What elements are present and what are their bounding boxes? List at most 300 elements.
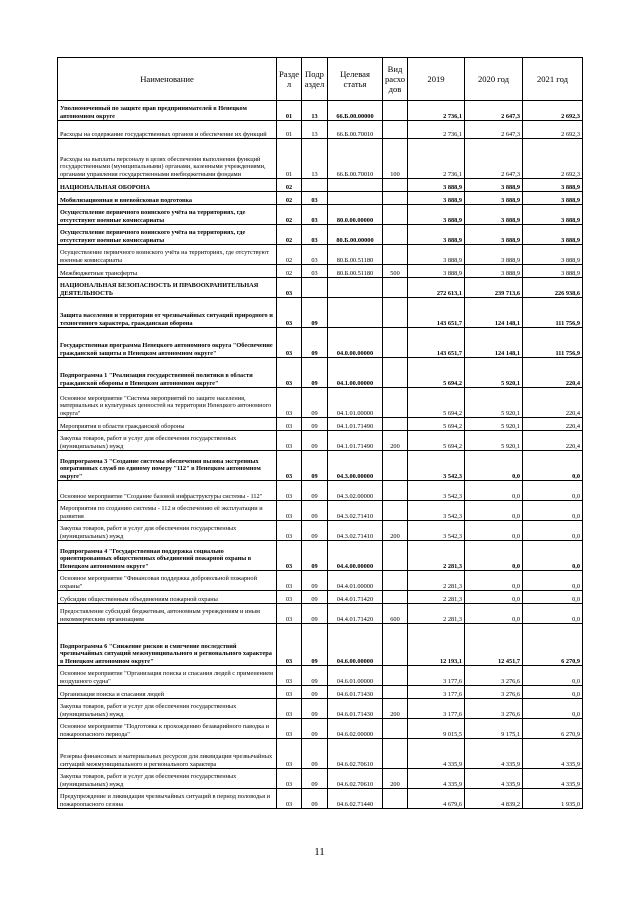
cell-2019: 4 679,6: [408, 789, 465, 809]
cell-expense-type: [383, 205, 408, 225]
cell-2021: 0,0: [523, 541, 583, 571]
cell-2021: 0,0: [523, 501, 583, 521]
cell-expense-type: 500: [383, 265, 408, 278]
cell-razdel: 03: [277, 591, 302, 604]
cell-podrazdel: 09: [302, 418, 328, 431]
cell-expense-type: [383, 245, 408, 265]
cell-2019: 3 542,3: [408, 501, 465, 521]
table-row: [58, 739, 583, 769]
table-row: [58, 501, 583, 521]
cell-razdel: 03: [277, 501, 302, 521]
cell-target: 04.1.01.71490: [328, 418, 383, 431]
cell-2020: 0,0: [465, 591, 523, 604]
header-2020: 2020 год: [465, 58, 523, 101]
cell-name: Осуществление первичного воинского учёта на территориях, где отсутствуют военные комиссариаты: [58, 225, 277, 245]
cell-2021: 226 938,6: [523, 278, 583, 298]
cell-2020: 3 888,9: [465, 192, 523, 205]
table-row: [58, 521, 583, 541]
cell-2021: 3 888,9: [523, 179, 583, 192]
cell-2019: 2 736,1: [408, 101, 465, 121]
cell-name: Межбюджетные трансферты: [58, 265, 277, 278]
cell-name: Основное мероприятие "Организация поиска и спасания людей с применением воздушного судна": [58, 666, 277, 686]
cell-target: 80.Б.00.51180: [328, 265, 383, 278]
table-row: [58, 481, 583, 501]
table-row: [58, 358, 583, 388]
cell-name: Государственная программа Ненецкого автономного округа "Обеспечение гражданской защиты в Ненецком автономном округе": [58, 328, 277, 358]
cell-2019: 272 613,1: [408, 278, 465, 298]
table-row: [58, 101, 583, 121]
cell-2020: 3 888,9: [465, 205, 523, 225]
cell-razdel: 02: [277, 245, 302, 265]
cell-name: НАЦИОНАЛЬНАЯ БЕЗОПАСНОСТЬ И ПРАВООХРАНИТЕЛЬНАЯ ДЕЯТЕЛЬНОСТЬ: [58, 278, 277, 298]
table-row: [58, 225, 583, 245]
table-row: [58, 265, 583, 278]
cell-podrazdel: 09: [302, 328, 328, 358]
cell-2019: 2 736,1: [408, 121, 465, 139]
cell-2020: 4 839,2: [465, 789, 523, 809]
table-row: [58, 666, 583, 686]
cell-expense-type: [383, 225, 408, 245]
cell-2021: 220,4: [523, 358, 583, 388]
cell-2019: 12 193,1: [408, 624, 465, 666]
cell-name: Подпрограмма 6 "Снижение рисков и смягчение последствий чрезвычайных ситуаций межмуниципального и регионального характера в Ненецком автономном округе": [58, 624, 277, 666]
cell-razdel: 03: [277, 418, 302, 431]
cell-2021: 6 270,9: [523, 719, 583, 739]
header-name: Наименование: [58, 58, 277, 101]
cell-podrazdel: 09: [302, 298, 328, 328]
cell-razdel: 03: [277, 789, 302, 809]
cell-2019: 3 177,6: [408, 699, 465, 719]
cell-expense-type: [383, 501, 408, 521]
cell-target: 04.1.01.00000: [328, 388, 383, 418]
cell-2021: 6 270,9: [523, 624, 583, 666]
cell-2019: 3 177,6: [408, 666, 465, 686]
cell-name: Закупка товаров, работ и услуг для обеспечения государственных (муниципальных) нужд: [58, 431, 277, 451]
cell-2021: 0,0: [523, 666, 583, 686]
cell-podrazdel: 09: [302, 719, 328, 739]
cell-2021: 2 692,3: [523, 101, 583, 121]
cell-target: 80.0.00.00000: [328, 205, 383, 225]
cell-2020: 124 148,1: [465, 298, 523, 328]
cell-2019: 2 281,3: [408, 591, 465, 604]
cell-target: 04.3.02.00000: [328, 481, 383, 501]
cell-target: 66.Б.00.70010: [328, 139, 383, 179]
table-row: [58, 278, 583, 298]
cell-podrazdel: 09: [302, 789, 328, 809]
cell-razdel: 03: [277, 298, 302, 328]
cell-name: Основное мероприятие "Финансовая поддержка добровольной пожарной охраны": [58, 571, 277, 591]
cell-2021: 0,0: [523, 699, 583, 719]
cell-2020: 0,0: [465, 501, 523, 521]
table-row: [58, 686, 583, 699]
cell-razdel: 03: [277, 431, 302, 451]
cell-2019: 143 651,7: [408, 298, 465, 328]
cell-podrazdel: 09: [302, 604, 328, 624]
cell-podrazdel: 09: [302, 501, 328, 521]
table-row: [58, 388, 583, 418]
cell-razdel: 03: [277, 358, 302, 388]
table-header-row: [58, 58, 583, 101]
cell-2020: 239 713,6: [465, 278, 523, 298]
cell-podrazdel: 09: [302, 358, 328, 388]
page-number: 11: [314, 846, 325, 858]
cell-expense-type: [383, 739, 408, 769]
cell-podrazdel: 13: [302, 101, 328, 121]
cell-razdel: 03: [277, 699, 302, 719]
cell-2021: 4 335,9: [523, 739, 583, 769]
cell-2020: 124 148,1: [465, 328, 523, 358]
cell-name: Подпрограмма 3 "Создание системы обеспечения вызова экстренных оперативных служб по единому номеру "112" в Ненецком автономном округе": [58, 451, 277, 481]
cell-2021: 111 756,9: [523, 298, 583, 328]
cell-podrazdel: 09: [302, 541, 328, 571]
cell-podrazdel: [302, 179, 328, 192]
cell-razdel: 03: [277, 624, 302, 666]
cell-2021: 111 756,9: [523, 328, 583, 358]
cell-2019: 2 736,1: [408, 139, 465, 179]
cell-razdel: 03: [277, 769, 302, 789]
cell-name: Защита населения и территории от чрезвычайных ситуаций природного и техногенного характера, гражданская оборона: [58, 298, 277, 328]
cell-2020: 3 276,6: [465, 686, 523, 699]
cell-podrazdel: 09: [302, 739, 328, 769]
cell-target: 04.6.00.00000: [328, 624, 383, 666]
cell-podrazdel: 09: [302, 769, 328, 789]
cell-2021: 0,0: [523, 686, 583, 699]
cell-2019: 143 651,7: [408, 328, 465, 358]
cell-expense-type: [383, 101, 408, 121]
cell-2019: 5 694,2: [408, 431, 465, 451]
table-row: [58, 699, 583, 719]
cell-2019: 3 177,6: [408, 686, 465, 699]
cell-name: Закупка товаров, работ и услуг для обеспечения государственных (муниципальных) нужд: [58, 769, 277, 789]
cell-name: Предупреждение и ликвидация чрезвычайных ситуаций в период половодья и пожароопасного сезона: [58, 789, 277, 809]
header-2019: 2019: [408, 58, 465, 101]
cell-name: Подпрограмма 4 "Государственная поддержка социально ориентированных общественных объединений пожарной охраны в Ненецком автономном округе": [58, 541, 277, 571]
cell-name: Расходы на выплаты персоналу в целях обеспечения выполнения функций государственными (муниципальными) органами, казенными учреждениями, органами управления государственными внебюджетными фондами: [58, 139, 277, 179]
table-row: [58, 328, 583, 358]
cell-expense-type: 200: [383, 699, 408, 719]
cell-razdel: 03: [277, 328, 302, 358]
table-row: [58, 179, 583, 192]
cell-name: Мобилизационная и вневойсковая подготовка: [58, 192, 277, 205]
cell-target: 04.0.00.00000: [328, 328, 383, 358]
cell-2020: 5 920,1: [465, 431, 523, 451]
cell-target: 04.4.00.00000: [328, 541, 383, 571]
cell-podrazdel: 09: [302, 591, 328, 604]
cell-2020: 3 888,9: [465, 179, 523, 192]
cell-target: 66.Б.00.00000: [328, 101, 383, 121]
cell-2020: 0,0: [465, 541, 523, 571]
cell-expense-type: [383, 358, 408, 388]
cell-2020: 5 920,1: [465, 358, 523, 388]
cell-2019: 3 888,9: [408, 245, 465, 265]
cell-2020: 2 647,3: [465, 139, 523, 179]
cell-2019: 3 542,3: [408, 521, 465, 541]
table-row: [58, 451, 583, 481]
cell-podrazdel: 09: [302, 699, 328, 719]
cell-target: 04.4.01.71420: [328, 591, 383, 604]
cell-razdel: 03: [277, 739, 302, 769]
cell-2019: 4 335,9: [408, 739, 465, 769]
cell-podrazdel: 13: [302, 121, 328, 139]
cell-target: [328, 179, 383, 192]
cell-razdel: 03: [277, 521, 302, 541]
cell-name: Мероприятия по созданию системы - 112 и обеспечению её эксплуатации и развития: [58, 501, 277, 521]
cell-2021: 0,0: [523, 571, 583, 591]
cell-expense-type: 200: [383, 521, 408, 541]
cell-podrazdel: 03: [302, 245, 328, 265]
table-row: [58, 769, 583, 789]
cell-name: Закупка товаров, работ и услуг для обеспечения государственных (муниципальных) нужд: [58, 521, 277, 541]
cell-podrazdel: 09: [302, 481, 328, 501]
table-row: [58, 298, 583, 328]
cell-target: 04.4.01.71420: [328, 604, 383, 624]
cell-2021: 0,0: [523, 451, 583, 481]
cell-2021: 3 888,9: [523, 225, 583, 245]
cell-name: Резервы финансовых и материальных ресурсов для ликвидации чрезвычайных ситуаций межмуниципального и регионального характера: [58, 739, 277, 769]
cell-razdel: 03: [277, 541, 302, 571]
cell-podrazdel: 09: [302, 521, 328, 541]
budget-table: [57, 57, 583, 809]
cell-target: 04.6.01.00000: [328, 666, 383, 686]
cell-podrazdel: 09: [302, 624, 328, 666]
cell-podrazdel: 03: [302, 225, 328, 245]
cell-razdel: 03: [277, 388, 302, 418]
cell-expense-type: [383, 591, 408, 604]
cell-expense-type: [383, 481, 408, 501]
cell-podrazdel: 09: [302, 571, 328, 591]
cell-razdel: 03: [277, 604, 302, 624]
cell-razdel: 01: [277, 101, 302, 121]
cell-target: [328, 298, 383, 328]
cell-2019: 2 281,3: [408, 604, 465, 624]
cell-expense-type: [383, 666, 408, 686]
table-row: [58, 245, 583, 265]
cell-razdel: 03: [277, 278, 302, 298]
cell-expense-type: [383, 179, 408, 192]
cell-razdel: 02: [277, 265, 302, 278]
cell-name: Уполномоченный по защите прав предпринимателей в Ненецком автономном округе: [58, 101, 277, 121]
cell-name: Закупка товаров, работ и услуг для обеспечения государственных (муниципальных) нужд: [58, 699, 277, 719]
cell-2020: 9 175,1: [465, 719, 523, 739]
cell-target: [328, 192, 383, 205]
header-razdel: Разде л: [277, 58, 302, 101]
table-row: [58, 121, 583, 139]
cell-expense-type: [383, 328, 408, 358]
cell-2020: 0,0: [465, 571, 523, 591]
cell-podrazdel: 09: [302, 431, 328, 451]
cell-podrazdel: 09: [302, 686, 328, 699]
cell-2021: 0,0: [523, 481, 583, 501]
cell-target: 04.1.00.00000: [328, 358, 383, 388]
cell-expense-type: 200: [383, 431, 408, 451]
cell-2019: 5 694,2: [408, 418, 465, 431]
cell-podrazdel: 03: [302, 192, 328, 205]
cell-2019: 3 888,9: [408, 265, 465, 278]
cell-2020: 12 451,7: [465, 624, 523, 666]
cell-name: Осуществление первичного воинского учёта на территориях, где отсутствуют военные комиссариаты: [58, 245, 277, 265]
cell-target: 04.6.02.70610: [328, 769, 383, 789]
cell-2021: 4 335,9: [523, 769, 583, 789]
table-row: [58, 431, 583, 451]
table-row: [58, 604, 583, 624]
cell-2020: 3 888,9: [465, 225, 523, 245]
cell-2021: 0,0: [523, 591, 583, 604]
table-row: [58, 719, 583, 739]
cell-razdel: 03: [277, 481, 302, 501]
cell-2019: 5 694,2: [408, 358, 465, 388]
cell-2019: 3 542,3: [408, 481, 465, 501]
cell-name: Субсидии общественным объединениям пожарной охраны: [58, 591, 277, 604]
table-row: [58, 789, 583, 809]
cell-2021: 220,4: [523, 418, 583, 431]
cell-2021: 3 888,9: [523, 245, 583, 265]
cell-target: 66.Б.00.70010: [328, 121, 383, 139]
cell-2019: 3 888,9: [408, 179, 465, 192]
cell-podrazdel: 13: [302, 139, 328, 179]
cell-name: Основное мероприятие "Подготовка к прохождению безаварийного паводка и пожароопасного периода": [58, 719, 277, 739]
cell-expense-type: [383, 571, 408, 591]
cell-2021: 0,0: [523, 604, 583, 624]
cell-2020: 3 888,9: [465, 265, 523, 278]
cell-name: Подпрограмма 1 "Реализация государственной политики в области гражданской обороны в Ненецком автономном округе": [58, 358, 277, 388]
cell-2021: 3 888,9: [523, 265, 583, 278]
cell-2020: 0,0: [465, 604, 523, 624]
table-row: [58, 541, 583, 571]
cell-2019: 3 888,9: [408, 205, 465, 225]
cell-2020: 4 335,9: [465, 739, 523, 769]
header-target: Целевая статья: [328, 58, 383, 101]
cell-2021: 0,0: [523, 521, 583, 541]
cell-expense-type: [383, 541, 408, 571]
cell-2019: 3 542,3: [408, 451, 465, 481]
cell-expense-type: [383, 192, 408, 205]
cell-expense-type: [383, 418, 408, 431]
cell-razdel: 03: [277, 451, 302, 481]
cell-razdel: 03: [277, 719, 302, 739]
cell-name: Осуществление первичного воинского учёта на территориях, где отсутствуют военные комиссариаты: [58, 205, 277, 225]
cell-2021: 220,4: [523, 431, 583, 451]
cell-2019: 3 888,9: [408, 225, 465, 245]
cell-2020: 5 920,1: [465, 388, 523, 418]
cell-expense-type: [383, 624, 408, 666]
cell-2020: 3 276,6: [465, 699, 523, 719]
cell-2019: 2 281,3: [408, 541, 465, 571]
header-podrazdel: Подр аздел: [302, 58, 328, 101]
table-row: [58, 624, 583, 666]
cell-2020: 0,0: [465, 481, 523, 501]
cell-2020: 3 276,6: [465, 666, 523, 686]
cell-2020: 3 888,9: [465, 245, 523, 265]
cell-2021: 1 935,0: [523, 789, 583, 809]
cell-target: 04.6.02.00000: [328, 719, 383, 739]
cell-name: Основное мероприятие "Система мероприятий по защите населения, материальных и культурных ценностей на территории Ненецкого автономного округа": [58, 388, 277, 418]
header-expense-type: Вид расхо дов: [383, 58, 408, 101]
cell-name: Расходы на содержание государственных органов и обеспечение их функций: [58, 121, 277, 139]
cell-razdel: 01: [277, 139, 302, 179]
cell-expense-type: [383, 451, 408, 481]
cell-name: Мероприятия в области гражданской обороны: [58, 418, 277, 431]
cell-razdel: 02: [277, 225, 302, 245]
cell-2020: 0,0: [465, 451, 523, 481]
cell-podrazdel: 03: [302, 265, 328, 278]
cell-expense-type: [383, 298, 408, 328]
cell-target: 04.6.01.71430: [328, 686, 383, 699]
cell-2019: 3 888,9: [408, 192, 465, 205]
table-row: [58, 205, 583, 225]
cell-2021: 2 692,3: [523, 121, 583, 139]
cell-razdel: 02: [277, 179, 302, 192]
cell-razdel: 01: [277, 121, 302, 139]
cell-2021: 3 888,9: [523, 192, 583, 205]
cell-expense-type: [383, 719, 408, 739]
cell-2019: 4 335,9: [408, 769, 465, 789]
cell-podrazdel: 03: [302, 205, 328, 225]
table-row: [58, 591, 583, 604]
cell-2020: 0,0: [465, 521, 523, 541]
cell-target: 04.6.02.71440: [328, 789, 383, 809]
cell-name: Основное мероприятие "Создание базовой инфраструктуры системы - 112": [58, 481, 277, 501]
cell-target: 04.1.01.71490: [328, 431, 383, 451]
cell-2020: 5 920,1: [465, 418, 523, 431]
cell-expense-type: [383, 388, 408, 418]
cell-target: 80.Б.00.00000: [328, 225, 383, 245]
cell-expense-type: [383, 789, 408, 809]
cell-name: НАЦИОНАЛЬНАЯ ОБОРОНА: [58, 179, 277, 192]
cell-razdel: 03: [277, 686, 302, 699]
cell-razdel: 03: [277, 666, 302, 686]
cell-razdel: 02: [277, 192, 302, 205]
cell-podrazdel: 09: [302, 388, 328, 418]
cell-podrazdel: 09: [302, 666, 328, 686]
cell-razdel: 02: [277, 205, 302, 225]
cell-2019: 9 015,5: [408, 719, 465, 739]
header-2021: 2021 год: [523, 58, 583, 101]
cell-expense-type: [383, 121, 408, 139]
cell-2019: 5 694,2: [408, 388, 465, 418]
cell-target: 04.4.01.00000: [328, 571, 383, 591]
cell-expense-type: [383, 686, 408, 699]
table-row: [58, 139, 583, 179]
cell-target: 04.6.02.70610: [328, 739, 383, 769]
cell-name: Предоставление субсидий бюджетным, автономным учреждениям и иным некоммерческим организациям: [58, 604, 277, 624]
table-row: [58, 418, 583, 431]
cell-razdel: 03: [277, 571, 302, 591]
cell-podrazdel: [302, 278, 328, 298]
cell-target: 80.Б.00.51180: [328, 245, 383, 265]
cell-2019: 2 281,3: [408, 571, 465, 591]
cell-2020: 2 647,3: [465, 121, 523, 139]
cell-expense-type: 100: [383, 139, 408, 179]
cell-2021: 2 692,3: [523, 139, 583, 179]
table-row: [58, 571, 583, 591]
cell-target: 04.3.00.00000: [328, 451, 383, 481]
cell-target: 04.3.02.71410: [328, 501, 383, 521]
cell-expense-type: 200: [383, 769, 408, 789]
cell-expense-type: 600: [383, 604, 408, 624]
cell-podrazdel: 09: [302, 451, 328, 481]
cell-target: [328, 278, 383, 298]
table-body: [58, 101, 583, 809]
cell-target: 04.6.01.71430: [328, 699, 383, 719]
cell-2021: 220,4: [523, 388, 583, 418]
cell-expense-type: [383, 278, 408, 298]
cell-target: 04.3.02.71410: [328, 521, 383, 541]
table-row: [58, 192, 583, 205]
cell-2020: 4 335,9: [465, 769, 523, 789]
cell-2020: 2 647,3: [465, 101, 523, 121]
cell-2021: 3 888,9: [523, 205, 583, 225]
cell-name: Организация поиска и спасания людей: [58, 686, 277, 699]
